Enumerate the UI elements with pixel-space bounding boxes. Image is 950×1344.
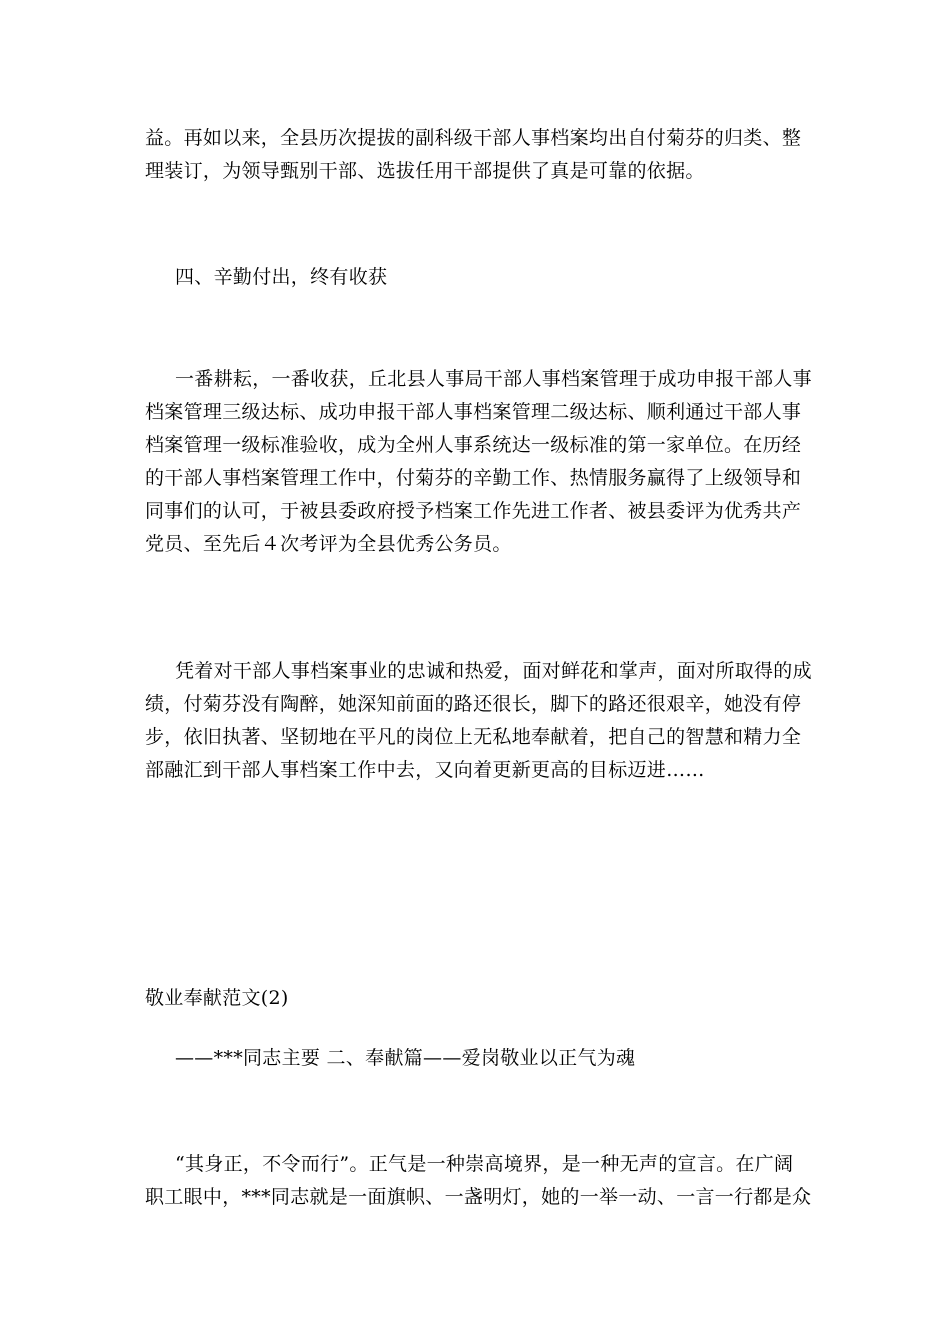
text-line: 档案管理一级标准验收，成为全州人事系统达一级标准的第一家单位。在历经	[145, 434, 802, 456]
section-heading-four	[145, 261, 805, 294]
subtitle-text: ——***同志主要 二、奉献篇——爱岗敬业以正气为魂	[175, 1047, 636, 1069]
sample-essay-title	[145, 982, 805, 1015]
text-line: 步，依旧执著、坚韧地在平凡的岗位上无私地奉献着，把自己的智慧和精力全	[145, 726, 802, 748]
paragraph-achievements	[145, 363, 812, 561]
section-heading-text: 四、辛勤付出，终有收获	[175, 266, 388, 288]
text-line: 一番耕耘，一番收获，丘北县人事局干部人事档案管理于成功申报干部人事	[175, 368, 812, 390]
text-line: 档案管理三级达标、成功申报干部人事档案管理二级达标、顺利通过干部人事	[145, 401, 802, 423]
text-line: 凭着对干部人事档案事业的忠诚和热爱，面对鲜花和掌声，面对所取得的成	[175, 660, 812, 682]
text-line: 绩，付菊芬没有陶醉，她深知前面的路还很长，脚下的路还很艰辛，她没有停	[145, 693, 802, 715]
subtitle-dedication-chapter	[145, 1042, 805, 1075]
text-line: 益。再如以来，全县历次提拔的副科级干部人事档案均出自付菊芬的归类、整	[145, 127, 802, 149]
text-line: 的干部人事档案管理工作中，付菊芬的辛勤工作、热情服务赢得了上级领导和	[145, 467, 802, 489]
text-line: 理装订，为领导甄别干部、选拔任用干部提供了真是可靠的依据。	[145, 160, 705, 182]
text-line: “其身正，不令而行”。正气是一种崇高境界，是一种无声的宣言。在广阔	[175, 1153, 794, 1175]
paragraph-integrity	[145, 1148, 812, 1214]
text-line: 党员、至先后４次考评为全县优秀公务员。	[145, 533, 512, 555]
paragraph-dedication	[145, 655, 812, 787]
text-line: 部融汇到干部人事档案工作中去，又向着更新更高的目标迈进……	[145, 759, 705, 781]
sample-essay-title-text: 敬业奉献范文(2)	[145, 987, 289, 1009]
text-line: 同事们的认可，于被县委政府授予档案工作先进工作者、被县委评为优秀共产	[145, 500, 802, 522]
paragraph-archive-work-continued	[145, 122, 805, 188]
text-line: 职工眼中，***同志就是一面旗帜、一盏明灯，她的一举一动、一言一行都是众	[145, 1186, 812, 1208]
